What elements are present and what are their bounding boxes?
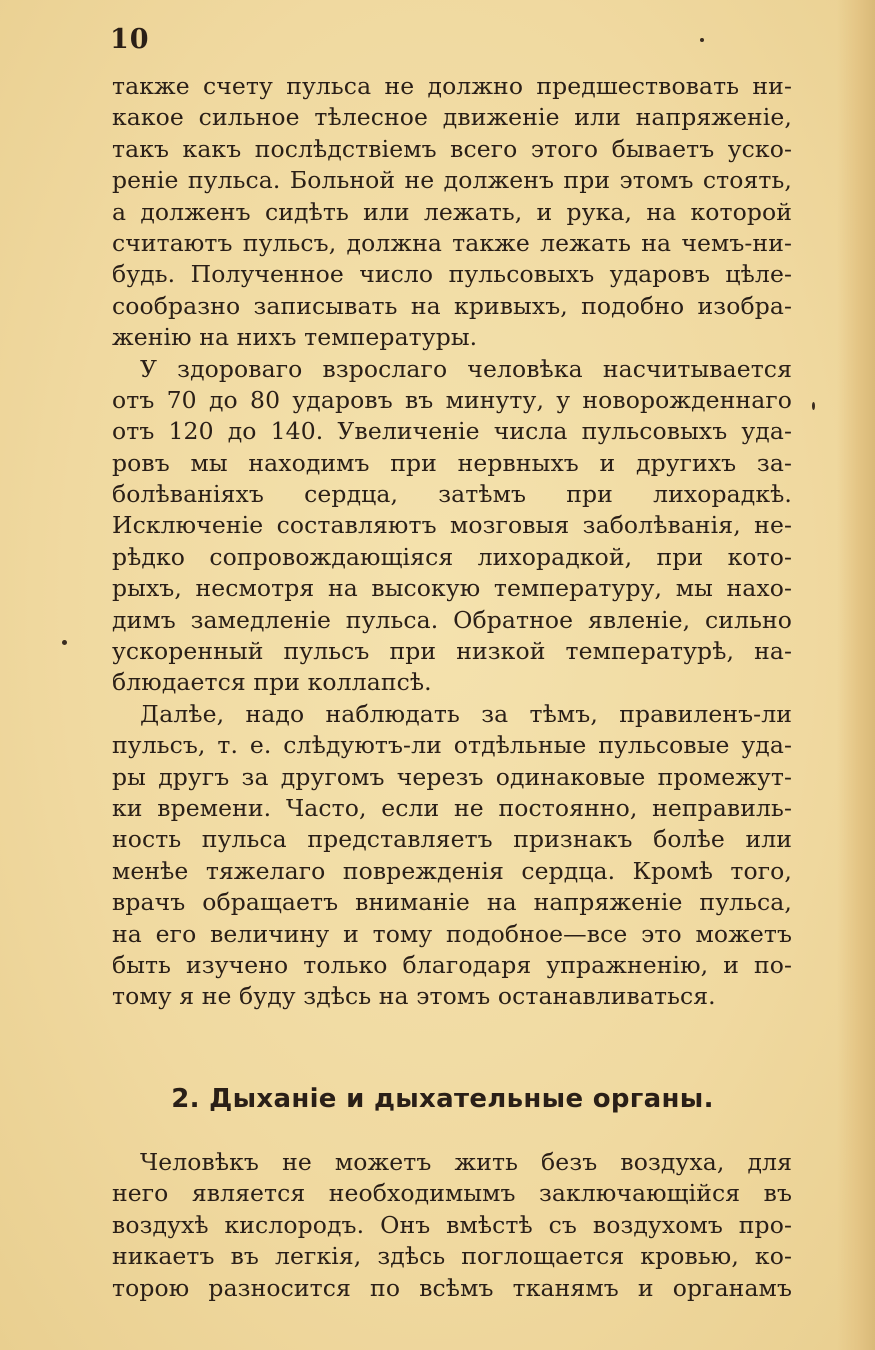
text-line: женію на нихъ температуры. [112,323,478,352]
text-line: никаетъ въ легкія, здѣсь поглощается кровью, ко- [112,1242,792,1271]
text-line: врачъ обращаетъ вниманіе на напряженіе пульса, [112,888,792,917]
page-edge-shadow [837,0,875,1350]
text-line: такъ какъ послѣдствіемъ всего этого бываетъ уско- [112,134,792,163]
text-line: Человѣкъ не можетъ жить безъ воздуха, для [140,1148,792,1176]
text-line: будь. Полученное число пульсовыхъ ударовъ цѣле- [112,260,792,289]
body-text-section-2 [112,1147,792,1304]
section-heading-text: 2. Дыханіе и дыхательные органы. [171,1084,714,1114]
text-line: какое сильное тѣлесное движеніе или напряженіе, [112,103,792,132]
text-line: болѣваніяхъ сердца, затѣмъ при лихорадкѣ. [112,480,792,509]
ink-speck [812,402,815,410]
body-text-section-1 [112,71,792,1013]
text-line: пульсъ, т. е. слѣдуютъ-ли отдѣльные пульсовые уда- [112,731,792,760]
text-line: блюдается при коллапсѣ. [112,668,432,697]
text-line: на его величину и тому подобное—все это можетъ [112,919,792,948]
page-number: 10 [110,24,150,55]
text-line: рѣдко сопровождающіяся лихорадкой, при кото- [112,542,792,571]
text-line: димъ замедленіе пульса. Обратное явленіе, сильно [112,605,792,634]
text-line: У здороваго взрослаго человѣка насчитывается [140,354,792,383]
text-line: ры другъ за другомъ черезъ одинаковые промежут- [112,762,792,791]
text-line: воздухѣ кислородъ. Онъ вмѣстѣ съ воздухомъ про- [112,1210,792,1239]
text-line: тому я не буду здѣсь на этомъ останавливаться. [112,982,716,1011]
text-line: менѣе тяжелаго поврежденія сердца. Кромѣ того, [112,856,792,885]
text-line: ровъ мы находимъ при нервныхъ и другихъ за- [112,448,792,477]
text-line: сообразно записывать на кривыхъ, подобно изобра- [112,291,792,320]
text-line: быть изучено только благодаря упражненію, и по- [112,950,792,979]
ink-dot [700,38,704,42]
text-line: отъ 70 до 80 ударовъ въ минуту, у новорожденнаго [112,385,792,414]
ink-speck [62,640,67,645]
text-line: отъ 120 до 140. Увеличеніе числа пульсовыхъ уда- [112,417,792,446]
text-line: торою разносится по всѣмъ тканямъ и органамъ [112,1273,792,1302]
text-line: Далѣе, надо наблюдать за тѣмъ, правиленъ-ли [140,699,792,728]
text-line: ускоренный пульсъ при низкой температурѣ, на- [112,637,792,666]
text-line: а долженъ сидѣть или лежать, и рука, на которой [112,197,792,226]
text-line: считаютъ пульсъ, должна также лежать на чемъ-ни- [112,228,792,257]
text-line: рыхъ, несмотря на высокую температуру, мы нахо- [112,574,792,603]
text-line: него является необходимымъ заключающійся въ [112,1179,792,1208]
text-line: ность пульса представляетъ признакъ болѣе или [112,825,792,854]
section-heading [0,1084,875,1114]
text-line: реніе пульса. Больной не долженъ при этомъ стоять, [112,166,792,195]
text-line: ки времени. Часто, если не постоянно, неправиль- [112,793,792,822]
text-line: также счету пульса не должно предшествовать ни- [112,72,792,100]
text-line: Исключеніе составляютъ мозговыя заболѣванія, не- [112,511,792,540]
